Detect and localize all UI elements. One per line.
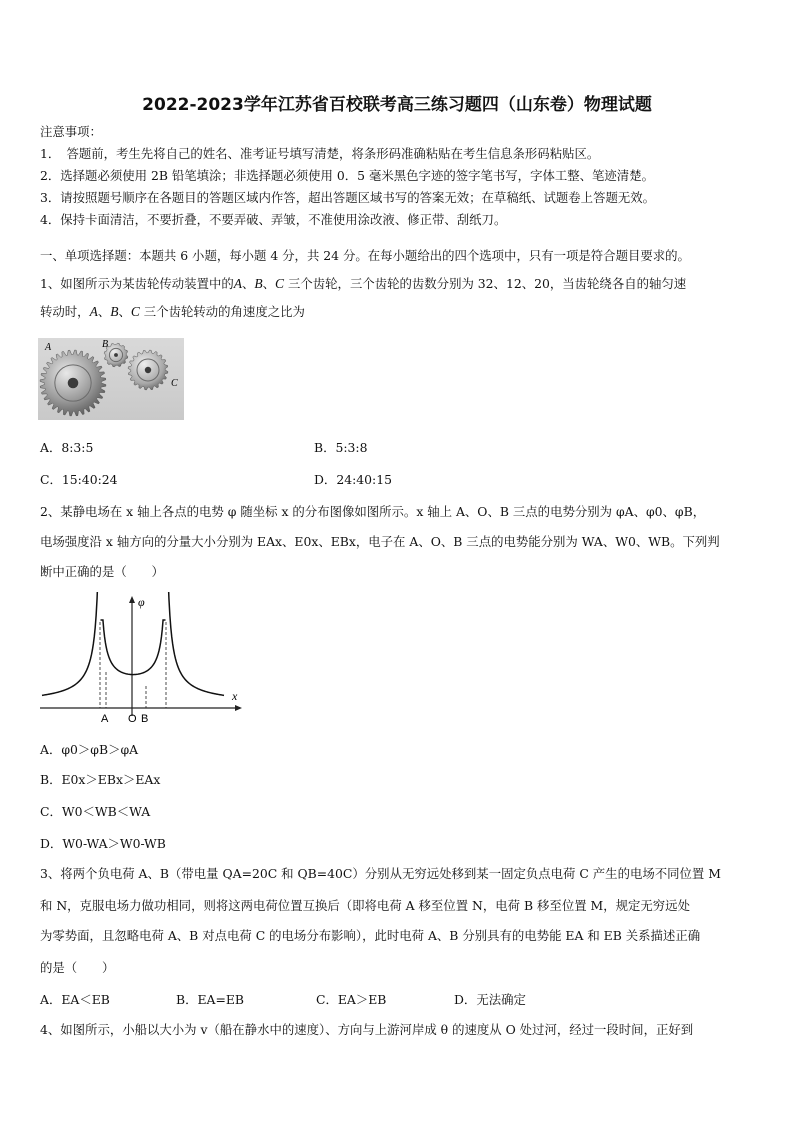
q2-option-d: D．W0-WA＞W0-WB xyxy=(40,836,166,851)
q2-option-a: A．φ0＞φB＞φA xyxy=(40,742,139,757)
notice-item-2: 2．选择题必须使用 2B 铅笔填涂；非选择题必须使用 0．5 毫米黑色字迹的签字笔书写，字体工整、笔迹清楚。 xyxy=(40,168,654,183)
y-axis-label: φ xyxy=(138,595,145,609)
y-axis-arrow-icon xyxy=(129,596,135,603)
q2-stem-line2: 电场强度沿 x 轴方向的分量大小分别为 EAx、E0x、EBx，电子在 A、O、B 三点的电势能分别为 WA、W0、WB。下列判 xyxy=(40,534,720,549)
q1-stem-line2 xyxy=(40,302,305,320)
q3-option-c: C．EA＞EB xyxy=(316,992,387,1007)
gear-label-b: B xyxy=(102,339,109,350)
notice-item-1: 1． 答题前，考生先将自己的姓名、准考证号填写清楚，将条形码准确粘贴在考生信息条形码粘贴区。 xyxy=(40,146,600,161)
page-title: 2022-2023学年江苏省百校联考高三练习题四（山东卷）物理试题 xyxy=(142,95,652,115)
q1-gear-b-label: B xyxy=(254,276,263,291)
q3-stem-line2: 和 N，克服电场力做功相同，则将这两电荷位置互换后（即将电荷 A 移至位置 N，电荷 B 移至位置 M，规定无穷远处 xyxy=(40,898,690,913)
q3-stem-line1: 3、将两个负电荷 A、B（带电量 QA=20C 和 QB=40C）分别从无穷远处移到某一固定负点电荷 C 产生的电场不同位置 M xyxy=(40,866,721,881)
q3-option-d: D．无法确定 xyxy=(454,992,526,1007)
q1-sep: 、 xyxy=(97,304,111,319)
q1-option-a: A．8:3:5 xyxy=(40,440,94,455)
gear-c xyxy=(128,350,168,390)
q1-text-c: 转动时， xyxy=(40,304,90,319)
potential-curve-middle xyxy=(101,620,166,675)
q1-gear-c-label: C xyxy=(130,304,140,319)
q1-text-a: 1、如图所示为某齿轮传动装置中的 xyxy=(40,276,234,291)
x-axis-arrow-icon xyxy=(235,705,242,711)
q1-option-c: C．15:40:24 xyxy=(40,472,118,487)
gear-label-c: C xyxy=(171,378,178,389)
q3-stem-line3: 为零势面，且忽略电荷 A、B 对点电荷 C 的电场分布影响），此时电荷 A、B 分别具有的电势能 EA 和 EB 关系描述正确 xyxy=(40,928,701,943)
potential-curve-left xyxy=(42,592,98,695)
q1-gear-c-label: C xyxy=(275,276,285,291)
gear-a xyxy=(40,350,106,416)
gear-icon xyxy=(38,338,184,420)
q3-stem-line4: 的是（ ） xyxy=(40,960,115,975)
q1-gear-b-label: B xyxy=(110,304,119,319)
q2-stem-line3: 断中正确的是（ ） xyxy=(40,564,164,579)
q1-option-b: B．5:3:8 xyxy=(314,440,368,455)
q1-text-d: 三个齿轮转动的角速度之比为 xyxy=(139,304,305,319)
q1-sep: 、 xyxy=(118,304,131,319)
q2-stem-line1: 2、某静电场在 x 轴上各点的电势 φ 随坐标 x 的分布图像如图所示。x 轴上 A、O、B 三点的电势分别为 φA、φ0、φB， xyxy=(40,504,706,519)
potential-graph xyxy=(36,592,248,724)
x-axis-label: x xyxy=(232,689,238,703)
q1-stem-line1 xyxy=(40,274,686,292)
q1-option-d: D．24:40:15 xyxy=(314,472,392,487)
potential-curve-right xyxy=(168,592,224,695)
gear-label-a: A xyxy=(45,342,52,353)
q3-option-a: A．EA＜EB xyxy=(40,992,110,1007)
q1-sep: 、 xyxy=(262,276,276,291)
q1-text-b: 三个齿轮，三个齿轮的齿数分别为 32、12、20，当齿轮绕各自的轴匀速 xyxy=(284,276,687,291)
notice-heading: 注意事项： xyxy=(40,124,102,139)
q2-option-b: B．E0x＞EBx＞EAx xyxy=(40,772,161,787)
q4-stem-line1: 4、如图所示，小船以大小为 v（船在静水中的速度）、方向与上游河岸成 θ 的速度从 O 处过河，经过一段时间，正好到 xyxy=(40,1022,694,1037)
tick-b: B xyxy=(141,713,149,724)
q1-sep: 、 xyxy=(242,276,255,291)
notice-item-4: 4．保持卡面清洁，不要折叠，不要弄破、弄皱，不准使用涂改液、修正带、刮纸刀。 xyxy=(40,212,507,227)
q1-gear-a-label: A xyxy=(89,304,98,319)
q2-option-c: C．W0＜WB＜WA xyxy=(40,804,151,819)
tick-o: O xyxy=(128,713,137,724)
q1-gear-a-label: A xyxy=(233,276,242,291)
gear-diagram xyxy=(38,338,184,420)
section-heading-single-choice: 一、单项选择题：本题共 6 小题，每小题 4 分，共 24 分。在每小题给出的四个选项中，只有一项是符合题目要求的。 xyxy=(40,248,690,263)
q3-option-b: B．EA=EB xyxy=(176,992,245,1007)
notice-item-3: 3．请按照题号顺序在各题目的答题区域内作答，超出答题区域书写的答案无效；在草稿纸、试题卷上答题无效。 xyxy=(40,190,656,205)
tick-a: A xyxy=(101,713,109,724)
